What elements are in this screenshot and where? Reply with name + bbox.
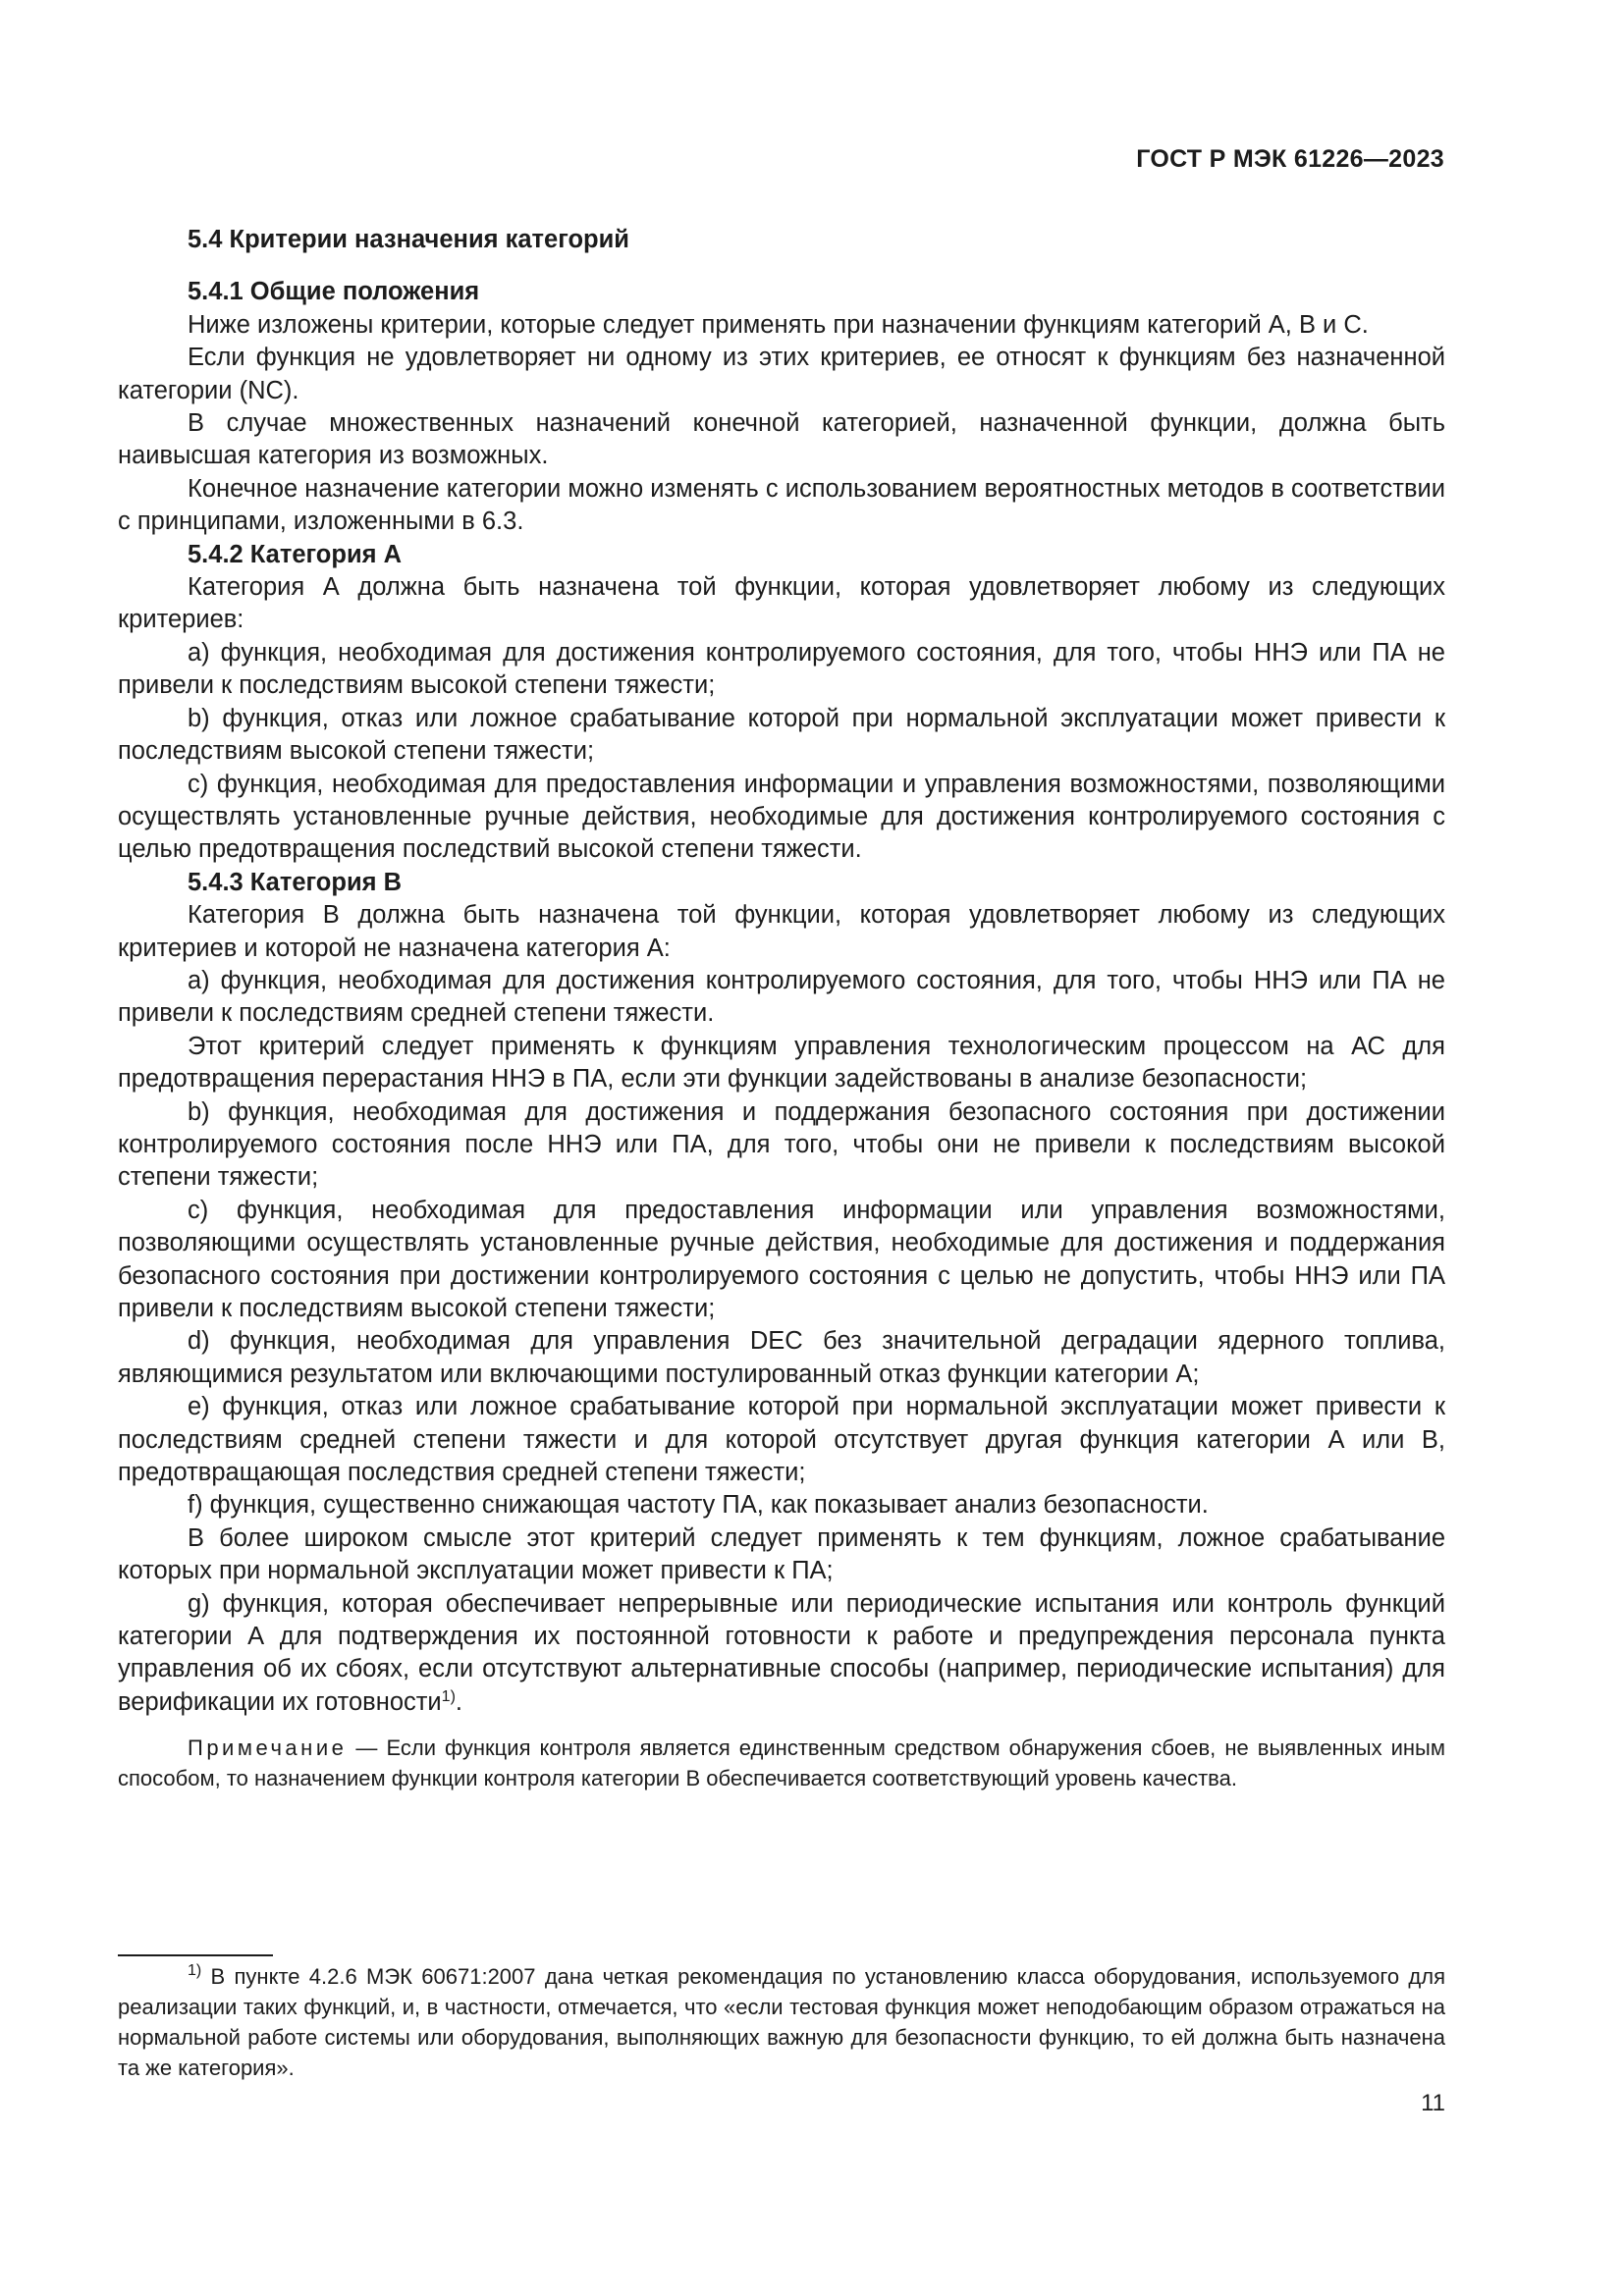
list-item-a: a) функция, необходимая для достижения контролируемого состояния, для того, чтобы ННЭ или ПА не привели к последствиям высокой степени тяжести;	[118, 638, 1445, 700]
paragraph: Если функция не удовлетворяет ни одному из этих критериев, ее относят к функциям без назначенной категории (NC).	[118, 344, 1445, 404]
footnote-divider	[118, 1954, 273, 1956]
list-item-g	[118, 1588, 1445, 1720]
paragraph: Категория В должна быть назначена той функции, которая удовлетворяет любому из следующих критериев и которой не назначена категория А:	[118, 901, 1445, 962]
list-item-d: d) функция, необходимая для управления DEC без значительной деградации ядерного топлива, являющимися результатом или включающими постулированный отказ функции категории А;	[118, 1327, 1445, 1388]
list-item-a: a) функция, необходимая для достижения контролируемого состояния, для того, чтобы ННЭ или ПА не привели к последствиям средней степени тяжести.	[118, 966, 1445, 1028]
list-item-g-text: g) функция, которая обеспечивает непрерывные или периодические испытания или контроль функций категории А для подтверждения их постоянной готовности к работе и предупреждения персонала пункта управления об их сбоях, если отсутствуют альтернативные способы (например, периодические испытания) для верификации их готовности	[118, 1589, 1445, 1716]
paragraph: В случае множественных назначений конечной категорией, назначенной функции, должна быть наивысшая категория из возможных.	[118, 409, 1445, 470]
paragraph: Ниже изложены критерии, которые следует применять при назначении функциям категорий А, В и С.	[188, 310, 1369, 339]
paragraph: В более широком смысле этот критерий следует применять к тем функциям, ложное срабатывание которых при нормальной эксплуатации может привести к ПА;	[118, 1523, 1445, 1585]
section-5-4-heading: 5.4 Критерии назначения категорий	[188, 226, 629, 253]
footnote-text: В пункте 4.2.6 МЭК 60671:2007 дана четкая рекомендация по установлению класса оборудования, используемого для реализации таких функций, и, в частности, отмечается, что «если тестовая функция может неподобающим образом отражаться на нормальной работе системы или оборудования, выполняющих важную для безопасности функцию, то ей должна быть назначена та же категория».	[118, 1964, 1445, 2080]
section-5-4-1-heading: 5.4.1 Общие положения	[188, 278, 480, 306]
paragraph: Категория А должна быть назначена той функции, которая удовлетворяет любому из следующих критериев:	[118, 573, 1445, 634]
section-5-4-3-heading: 5.4.3 Категория В	[188, 868, 403, 896]
footnote-mark: 1)	[188, 1962, 202, 1979]
list-item-c: c) функция, необходимая для предоставления информации или управления возможностями, позволяющими осуществлять установленные ручные действия, необходимые для достижения и поддержания безопасного состояния при достижении контролируемого состояния с целью не допустить, чтобы ННЭ или ПА привели к последствиям высокой степени тяжести;	[118, 1196, 1445, 1322]
list-item-g-end: .	[455, 1687, 462, 1716]
paragraph: Этот критерий следует применять к функциям управления технологическим процессом на АС для предотвращения перерастания ННЭ в ПА, если эти функции задействованы в анализе безопасности;	[118, 1032, 1445, 1094]
list-item-c: c) функция, необходимая для предоставления информации и управления возможностями, позволяющими осуществлять установленные ручные действия, необходимые для достижения контролируемого состояния с целью предотвращения последствий высокой степени тяжести.	[118, 770, 1445, 864]
list-item-e: e) функция, отказ или ложное срабатывание которой при нормальной эксплуатации может привести к последствиям средней степени тяжести и для которой отсутствует другая функция категории А или В, предотвращающая последствия средней степени тяжести;	[118, 1393, 1445, 1487]
footnote	[118, 1961, 1445, 2083]
document-body	[118, 224, 1445, 1793]
list-item-f: f) функция, существенно снижающая частоту ПА, как показывает анализ безопасности.	[188, 1491, 1209, 1520]
note-paragraph	[118, 1733, 1445, 1793]
note-text: — Если функция контроля является единственным средством обнаружения сбоев, не выявленных иным способом, то назначением функции контроля категории В обеспечивается соответствующий уровень качества.	[118, 1735, 1445, 1791]
note-label: Примечание	[188, 1735, 348, 1761]
footnote-reference: 1)	[441, 1687, 456, 1705]
section-5-4-2-heading: 5.4.2 Категория А	[188, 540, 403, 568]
list-item-b: b) функция, отказ или ложное срабатывание которой при нормальной эксплуатации может привести к последствиям высокой степени тяжести;	[118, 704, 1445, 766]
page-number: 11	[1421, 2090, 1445, 2116]
paragraph: Конечное назначение категории можно изменять с использованием вероятностных методов в соответствии с принципами, изложенными в 6.3.	[118, 474, 1445, 536]
document-code-header: ГОСТ Р МЭК 61226—2023	[1136, 145, 1444, 173]
list-item-b: b) функция, необходимая для достижения и поддержания безопасного состояния при достижении контролируемого состояния после ННЭ или ПА, для того, чтобы они не привели к последствиям высокой степени тяжести;	[118, 1097, 1445, 1192]
